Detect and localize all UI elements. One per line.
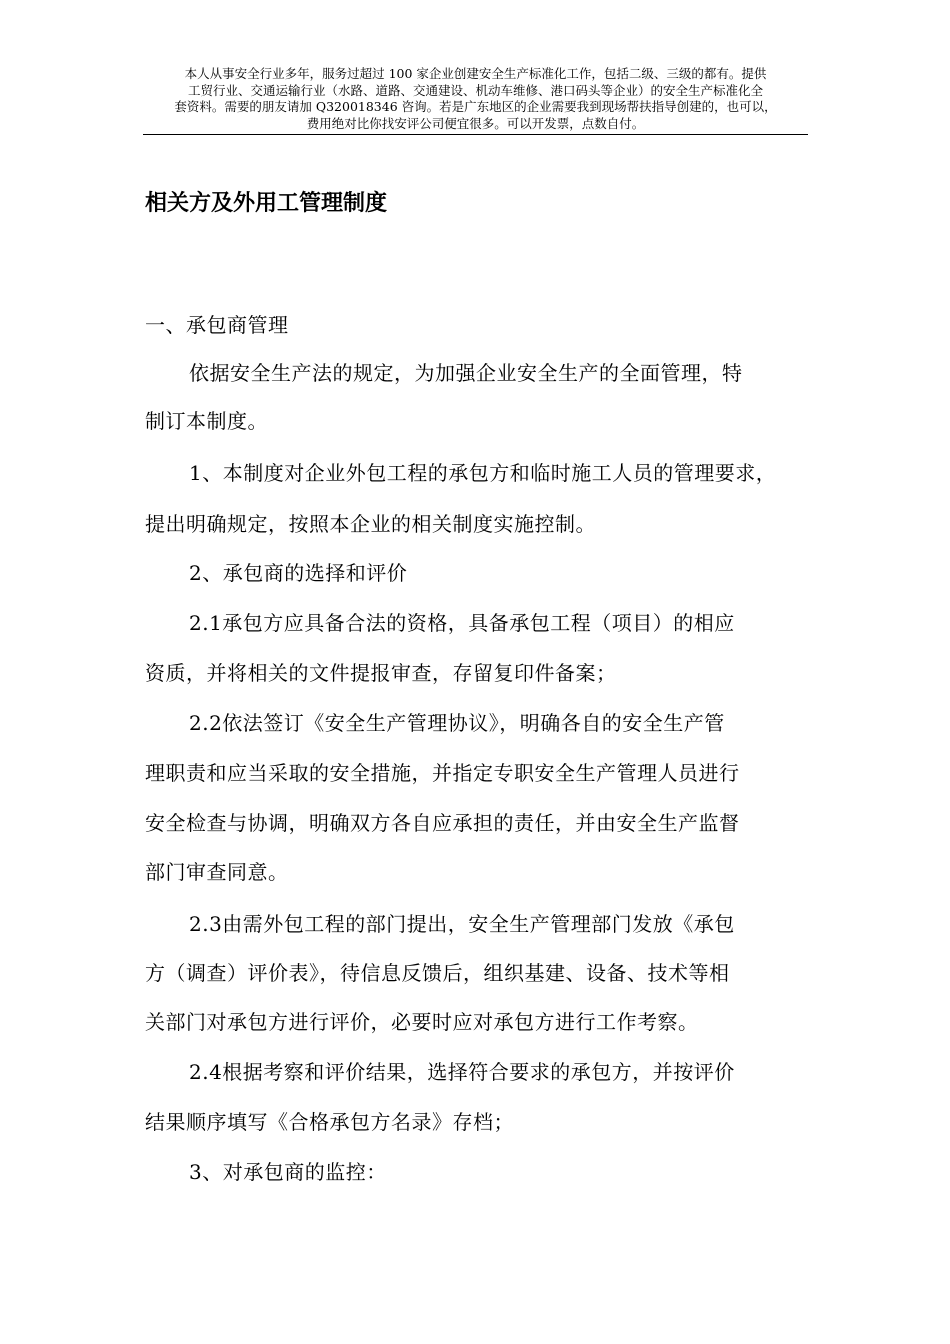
paragraph-line: 制订本制度。 bbox=[145, 409, 268, 433]
paragraph-line: 1、本制度对企业外包工程的承包方和临时施工人员的管理要求， bbox=[189, 461, 777, 485]
paragraph-line: 结果顺序填写《合格承包方名录》存档； bbox=[145, 1110, 514, 1134]
header-line: 费用绝对比你找安评公司便宜很多。可以开发票，点数自付。 bbox=[306, 115, 645, 131]
paragraph-line: 关部门对承包方进行评价，必要时应对承包方进行工作考察。 bbox=[145, 1010, 699, 1034]
paragraph-line: 2.2依法签订《安全生产管理协议》，明确各自的安全生产管 bbox=[189, 711, 725, 735]
section-heading: 一、承包商管理 bbox=[145, 313, 289, 337]
paragraph-line: 安全检查与协调，明确双方各自应承担的责任，并由安全生产监督 bbox=[145, 811, 740, 835]
header-line: 本人从事安全行业多年，服务过超过 100 家企业创建安全生产标准化工作，包括二级、三级的都有。提供 bbox=[184, 66, 767, 81]
paragraph-line: 2.1承包方应具备合法的资格，具备承包工程（项目）的相应 bbox=[189, 611, 735, 635]
header-line: 套资料。需要的朋友请加 Q320018346 咨询。若是广东地区的企业需要我到现场帮扶指导创建的，也可以， bbox=[174, 99, 777, 114]
paragraph-line: 资质，并将相关的文件提报审查，存留复印件备案； bbox=[145, 661, 617, 685]
subsection-heading: 3、对承包商的监控： bbox=[189, 1160, 387, 1184]
paragraph-line: 2.3由需外包工程的部门提出，安全生产管理部门发放《承包 bbox=[189, 912, 735, 936]
paragraph-line: 提出明确规定，按照本企业的相关制度实施控制。 bbox=[145, 512, 596, 536]
paragraph-line: 部门审查同意。 bbox=[145, 860, 289, 884]
paragraph-line: 依据安全生产法的规定，为加强企业安全生产的全面管理，特 bbox=[189, 361, 743, 385]
paragraph-line: 理职责和应当采取的安全措施，并指定专职安全生产管理人员进行 bbox=[145, 761, 740, 785]
paragraph-line: 方（调查）评价表》，待信息反馈后，组织基建、设备、技术等相 bbox=[145, 961, 730, 985]
header-line: 工贸行业、交通运输行业（水路、道路、交通建设、机动车维修、港口码头等企业）的安全生产标准化全 bbox=[187, 82, 763, 98]
paragraph-line: 2.4根据考察和评价结果，选择符合要求的承包方，并按评价 bbox=[189, 1060, 735, 1084]
document-header-notice bbox=[143, 66, 808, 135]
document-title: 相关方及外用工管理制度 bbox=[145, 191, 388, 216]
subsection-heading: 2、承包商的选择和评价 bbox=[189, 561, 408, 585]
